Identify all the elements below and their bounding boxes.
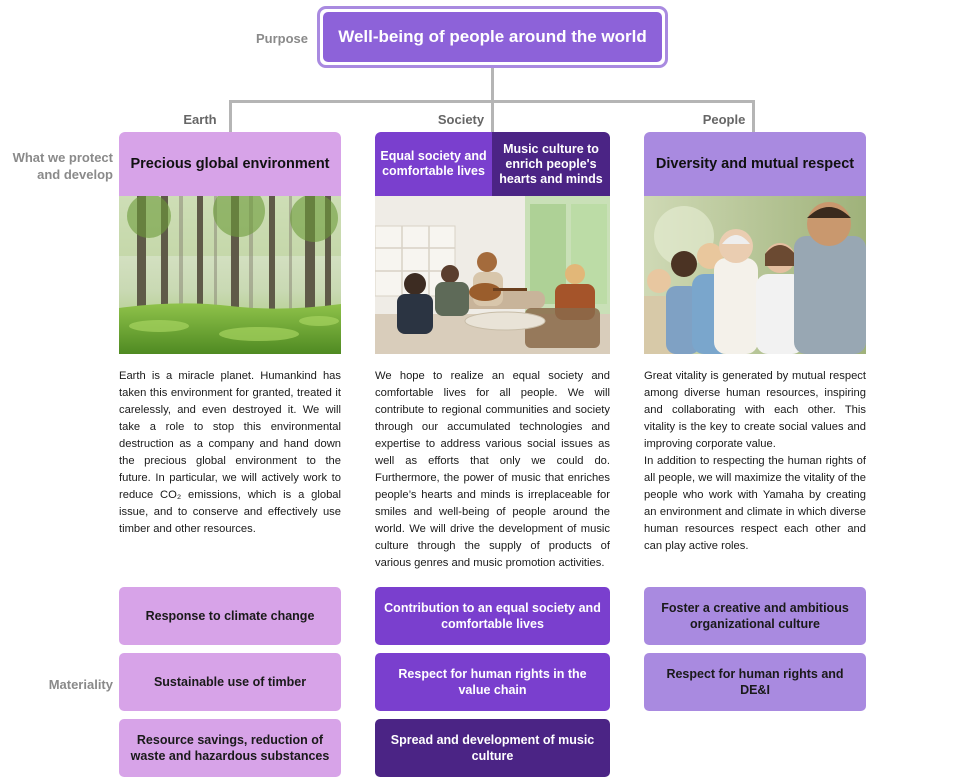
materiality-human-rights-dei: Respect for human rights and DE&I [644,653,866,711]
what-we-protect-label [0,149,113,183]
column-label-people: People [702,112,746,127]
connector-trunk [491,68,494,102]
earth-header: Precious global environment [119,132,341,196]
materiality-sustainable-timber: Sustainable use of timber [119,653,341,711]
friends-playing-guitar-image [375,196,610,354]
purpose-title: Well-being of people around the world [323,12,662,62]
purpose-label: Purpose [255,31,308,46]
purpose-box [317,6,668,68]
materiality-human-rights-value-chain: Respect for human rights in the value chain [375,653,610,711]
people-body-paragraph-2: In addition to respecting the human rights of all people, we will maximize the vitality of the people who work with Yamaha by creating an environment and climate in which diverse human resources respect each other and can play active roles. [644,455,866,552]
materiality-climate-change: Response to climate change [119,587,341,645]
society-body-text: We hope to realize an equal society and comfortable lives for all people. We will contribute to regional communities and society through our accumulated technologies and expertise to address various social issues as well as efforts that only we could do. Furthermore, the power of music that enriches people’s hearts and minds is irreplaceable for smiles and well-being of people around the world. We will drive the development of music culture through the supply of products of various genres and music promotion activities. [375,370,610,569]
materiality-equal-society: Contribution to an equal society and comfortable lives [375,587,610,645]
materiality-music-culture: Spread and development of music culture [375,719,610,777]
society-header-music: Music culture to enrich people's hearts and minds [492,132,610,196]
society-header-equal: Equal society and comfortable lives [375,132,492,196]
column-label-earth: Earth [183,112,217,127]
diverse-group-smiling-image [644,196,866,354]
misty-forest-image [119,196,341,354]
people-header: Diversity and mutual respect [644,132,866,196]
materiality-organizational-culture: Foster a creative and ambitious organizational culture [644,587,866,645]
column-label-society: Society [437,112,485,127]
materiality-label: Materiality [48,677,113,692]
materiality-resource-savings: Resource savings, reduction of waste and hazardous substances [119,719,341,777]
earth-body-text: Earth is a miracle planet. Humankind has taken this environment for granted, treated it carelessly, and even destroyed it. We will take a role to stop this environmental destruction as a company and hand down the precious global environment to the future. In particular, we will actively work to reduce CO₂ emissions, which is a global issue, and to conserve and effectively use timber and other resources. [119,370,341,535]
what-we-protect-line2: and develop [37,167,113,182]
people-body-paragraph-1: Great vitality is generated by mutual respect among diverse human resources, inspiring and collaborating with each other. This vitality is the key to create social values and improving corporate value. [644,370,866,450]
what-we-protect-line1: What we protect [12,150,113,165]
people-body-text [644,368,866,555]
